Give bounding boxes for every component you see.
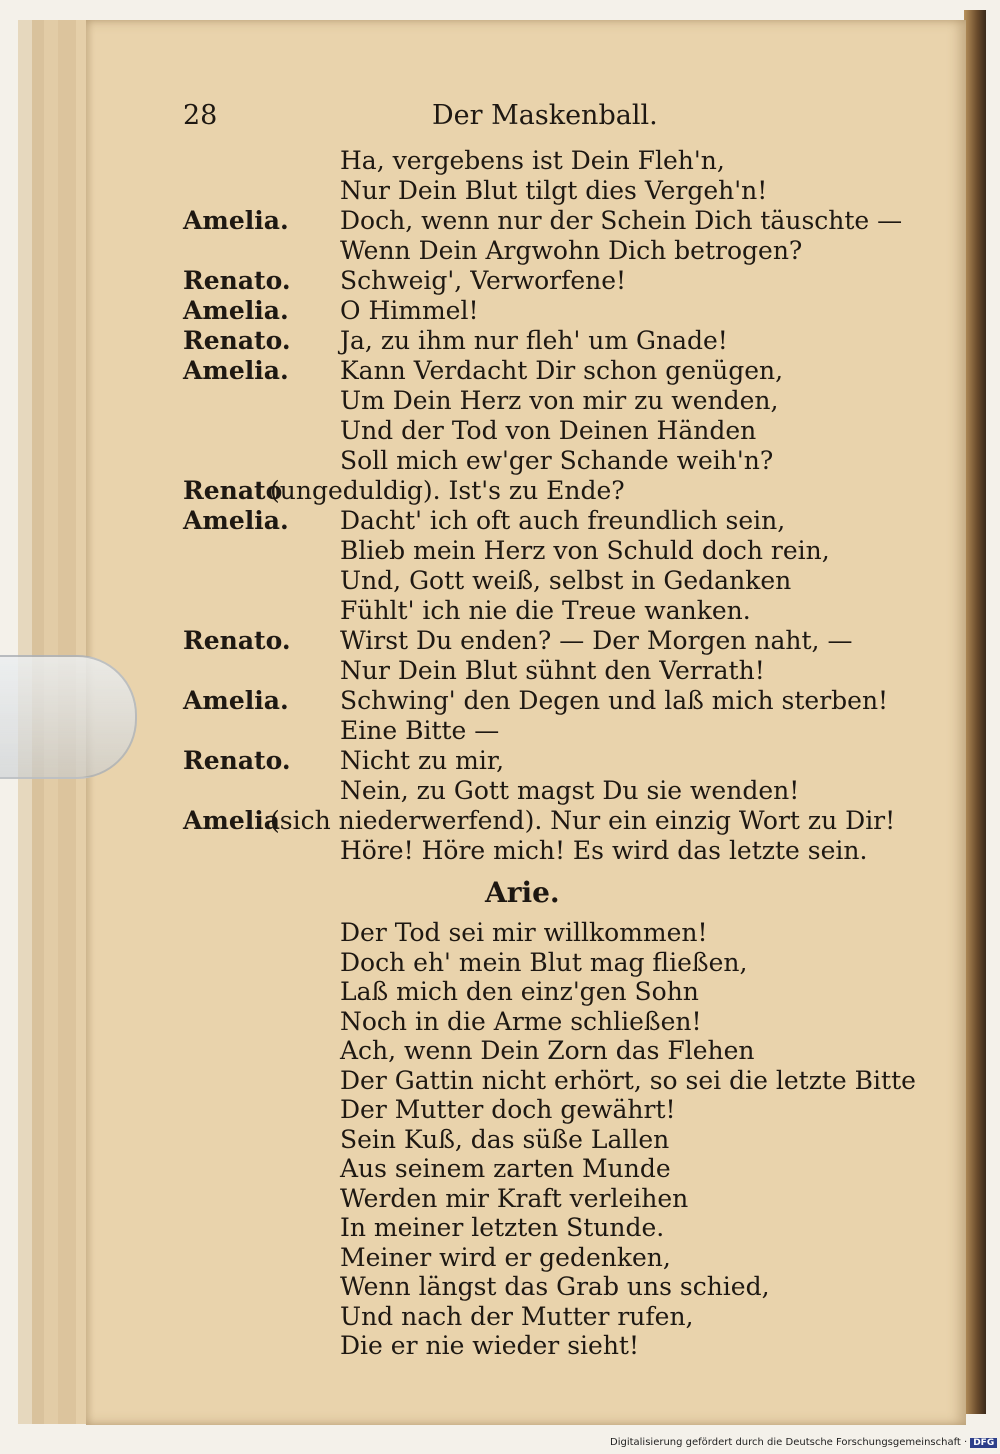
- dialogue-line: O Himmel!: [340, 296, 479, 325]
- dialogue-line: Wirst Du enden? — Der Morgen naht, —: [340, 626, 853, 655]
- speaker-name: Renato.: [183, 326, 291, 355]
- dialogue-line: Und, Gott weiß, selbst in Gedanken: [340, 566, 792, 595]
- dialogue-line: Blieb mein Herz von Schuld doch rein,: [340, 536, 830, 565]
- aria-line: Doch eh' mein Blut mag fließen,: [340, 947, 748, 977]
- aria-line: Der Mutter doch gewährt!: [340, 1095, 676, 1124]
- speaker-name: Renato.: [183, 626, 291, 655]
- book-binding: [964, 10, 986, 1414]
- aria-line: Aus seinem zarten Munde: [340, 1154, 671, 1183]
- aria-line: Ach, wenn Dein Zorn das Flehen: [340, 1036, 755, 1065]
- speaker-name: Renato.: [183, 266, 291, 295]
- dialogue-line: Schweig', Verworfene!: [340, 266, 627, 295]
- aria-line: Wenn längst das Grab uns schied,: [340, 1272, 770, 1301]
- dialogue-line: Fühlt' ich nie die Treue wanken.: [340, 596, 751, 625]
- footer-text: Digitalisierung gefördert durch die Deutsche Forschungsgemeinschaft ·: [610, 1437, 968, 1448]
- aria-line: Und nach der Mutter rufen,: [340, 1301, 694, 1331]
- aria-line: Noch in die Arme schließen!: [340, 1006, 702, 1036]
- dialogue-line: (sich niederwerfend). Nur ein einzig Wort zu Dir!: [270, 806, 896, 835]
- dialogue-line: Nur Dein Blut sühnt den Verrath!: [340, 656, 765, 685]
- dialogue-line: Ha, vergebens ist Dein Fleh'n,: [340, 146, 725, 175]
- dialogue-line: Und der Tod von Deinen Händen: [340, 416, 757, 445]
- footer-credit: [610, 1437, 997, 1448]
- running-title: Der Maskenball.: [432, 100, 658, 131]
- dialogue-line: Um Dein Herz von mir zu wenden,: [340, 386, 779, 415]
- aria-heading: Arie.: [485, 876, 560, 909]
- dialogue-line: Wenn Dein Argwohn Dich betrogen?: [340, 236, 803, 265]
- page-clip: [0, 655, 137, 779]
- dialogue-line: Nur Dein Blut tilgt dies Vergeh'n!: [340, 176, 768, 205]
- speaker-name: Amelia.: [183, 506, 289, 535]
- dialogue-line: Dacht' ich oft auch freundlich sein,: [340, 506, 786, 535]
- speaker-name: Amelia: [183, 806, 280, 835]
- dialogue-line: Ja, zu ihm nur fleh' um Gnade!: [340, 326, 728, 355]
- speaker-name: Amelia.: [183, 296, 289, 325]
- speaker-name: Amelia.: [183, 356, 289, 385]
- dialogue-line: Nicht zu mir,: [340, 746, 505, 775]
- dfg-logo: DFG: [970, 1438, 997, 1448]
- speaker-name: Amelia.: [183, 206, 289, 235]
- speaker-name: Renato: [183, 476, 283, 505]
- aria-line: Der Gattin nicht erhört, so sei die letzte Bitte: [340, 1065, 916, 1095]
- dialogue-line: Nein, zu Gott magst Du sie wenden!: [340, 776, 800, 805]
- aria-line: Sein Kuß, das süße Lallen: [340, 1124, 670, 1154]
- aria-line: Meiner wird er gedenken,: [340, 1242, 671, 1272]
- dialogue-line: (ungeduldig). Ist's zu Ende?: [270, 476, 625, 505]
- dialogue-line: Höre! Höre mich! Es wird das letzte sein.: [340, 836, 868, 865]
- dialogue-line: Eine Bitte —: [340, 716, 500, 745]
- aria-line: Laß mich den einz'gen Sohn: [340, 977, 699, 1006]
- dialogue-line: Soll mich ew'ger Schande weih'n?: [340, 446, 774, 475]
- aria-line: Werden mir Kraft verleihen: [340, 1183, 689, 1213]
- speaker-name: Renato.: [183, 746, 291, 775]
- aria-line: Die er nie wieder sieht!: [340, 1331, 640, 1360]
- speaker-name: Amelia.: [183, 686, 289, 715]
- dialogue-line: Kann Verdacht Dir schon genügen,: [340, 356, 784, 385]
- dialogue-line: Schwing' den Degen und laß mich sterben!: [340, 686, 889, 715]
- aria-line: Der Tod sei mir willkommen!: [340, 918, 708, 947]
- dialogue-line: Doch, wenn nur der Schein Dich täuschte —: [340, 206, 903, 235]
- aria-line: In meiner letzten Stunde.: [340, 1213, 665, 1242]
- page-number: 28: [183, 100, 218, 131]
